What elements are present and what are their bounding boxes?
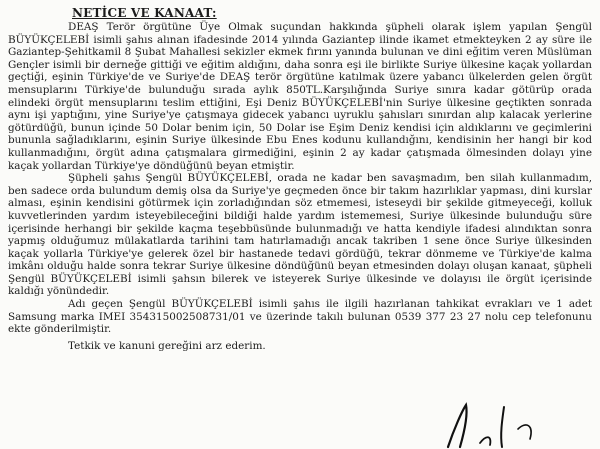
section-heading: NETİCE VE KANAAT:: [72, 6, 217, 20]
signature-mark: [440, 399, 550, 449]
paragraph-2: Şüpheli şahıs Şengül BÜYÜKÇELEBİ, orada ne kadar ben savaşmadım, ben silah kullanmadım, ben sadece orda bulundum demiş olsa da Suriye'ye geçmeden önce bir takım hazırlıklar yapması, dini kurslar alması, eşinin kendisini götürmek için zorladığından söz etmemesi, isteseydi bir şekilde gitmeyeceği, kolluk kuvvetlerinden yardım isteyebileceğini bildiği halde yardım istememesi, Suriye ülkesinde bulunduğu süre içerisinde herhangi bir şekilde kaçma teşebbüsünde bulunmadığı ve hatta kendiyle ifadesi alındıktan sonra yapmış olduğumuz mülakatlarda tarihini tam hatırlamadığı ancak takriben 1 sene önce Suriye ülkesinden kaçak yollarla Türkiye'ye gelerek özel bir hastanede tedavi gördüğü, tekrar dönmeme ve Türkiye'de kalma imkânı olduğu halde sonra tekrar Suriye ülkesine döndüğünü beyan etmesinden dolayı oluşan kanaat, şüpheli Şengül BÜYÜKÇELEBİ isimli şahsın bilerek ve isteyerek Suriye ülkesinde ve dolayısı ile örgüt içerisinde kaldığı yönündedir.: [8, 172, 592, 298]
closing-line: Tetkik ve kanuni gereğini arz ederim.: [68, 339, 266, 352]
paragraph-3: Adı geçen Şengül BÜYÜKÇELEBİ isimli şahıs ile ilgili hazırlanan tahkikat evrakları ve 1 adet Samsung marka IMEI 354315002508731/01 ve üzerinde takılı bulunan 0539 377 23 27 nolu cep telefonunu ekte gönderilmiştir.: [8, 298, 592, 336]
paragraph-1: DEAŞ Terör örgütüne Üye Olmak suçundan hakkında şüpheli olarak işlem yapılan Şengül BÜYÜKÇELEBİ isimli şahıs alınan ifadesinde 2014 yılında Gaziantep ilinde ikamet etmekteyken 2 ay süre ile Gaziantep-Şehitkamil 8 Şubat Mahallesi sekizler ekmek fırını yanında bulunan ve dini eğitim veren Müslüman Gençler isimli bir derneğe gittiği ve eğitim aldığını, daha sonra eşi ile birlikte Suriye ülkesine kaçak yollardan geçtiği, eşinin Türkiye'de ve Suriye'de DEAŞ terör örgütüne katılmak üzere yabancı ülkelerden gelen örgüt mensuplarını Türkiye'de bulunduğu sırada aylık 850TL.Karşılığında Suriye sınıra kadar götürüp orada elindeki örgüt mensuplarını teslim ettiğini, Eşi Deniz BÜYÜKÇELEBİ'nin Suriye ülkesine geçtikten sonrada aynı işi yaptığını, yine Suriye'ye çatışmaya gidecek yabancı uyruklu şahısları sınırdan alıp kalacak yerlerine götürdüğü, bunun içinde 50 Dolar benim için, 50 Dolar ise Eşim Deniz kendisi için aldıklarını ve geçimlerini bununla sağladıklarını, eşinin Suriye ülkesinde Ebu Enes kodunu kullandığını, kendisinin her hangi bir kod kullanmadığını, örgüt adına çatışmalara girmediğini, eşinin 2 ay kadar çatışmada ölmesinden dolayı yine kaçak yollardan Türkiye'ye döndüğünü beyan etmiştir.: [8, 21, 592, 172]
